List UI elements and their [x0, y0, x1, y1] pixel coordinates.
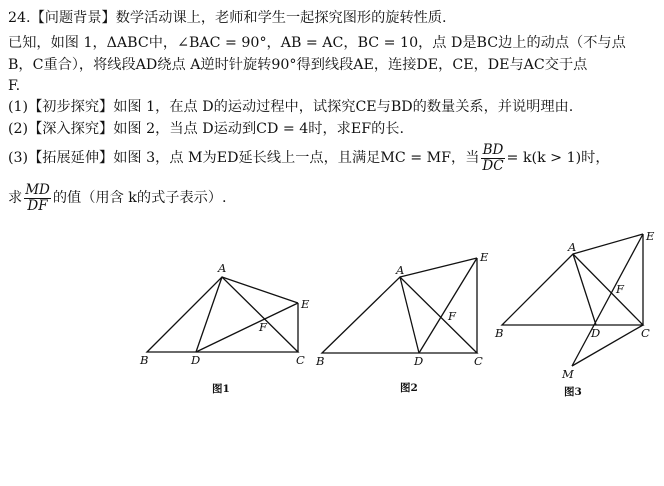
fig2-segment-ad [400, 277, 419, 353]
fig2-label-f: F [448, 309, 456, 323]
fraction-denominator: DF [27, 197, 48, 214]
given-line-3: F. [8, 78, 21, 94]
fig2-label-c: C [474, 354, 483, 368]
fig3-label-b: B [495, 326, 504, 340]
fig3-label-f: F [616, 282, 624, 296]
question-3-text: (3)【拓展延伸】如图 3，点 M为ED延长线上一点，且满足MC = MF，当 [8, 150, 480, 166]
fig2-label-a: A [396, 263, 405, 277]
fig3-label-c: C [641, 326, 650, 340]
fig1-label-f: F [259, 320, 267, 334]
question-1: (1)【初步探究】如图 1，在点 D的运动过程中，试探究CE与BD的数量关系，并说明理由. [8, 99, 574, 115]
fig1-caption: 图1 [212, 383, 230, 395]
question-2: (2)【深入探究】如图 2，当点 D运动到CD = 4时，求EF的长. [8, 121, 404, 137]
fig2-label-d: D [414, 354, 424, 368]
given-line-1: 已知，如图 1，ΔABC中，∠BAC = 90°，AB = AC，BC = 10，点 D是BC边上的动点（不与点 [8, 35, 626, 51]
question-3-ask-text: 的值（用含 k的式子表示）. [52, 190, 227, 206]
figure-1 [139, 261, 310, 395]
question-3-condition: = k(k > 1)时， [506, 150, 610, 166]
fig3-caption: 图3 [564, 386, 582, 398]
figure-3 [494, 229, 655, 398]
background-text: 数学活动课上，老师和学生一起探究图形的旋转性质. [115, 10, 447, 26]
figure-2 [315, 250, 489, 394]
fig2-caption: 图2 [400, 382, 418, 394]
fraction-denominator: DC [482, 157, 504, 174]
fig1-segment-ae [222, 277, 298, 303]
fig3-segment-ae [573, 234, 643, 254]
given-line-2: B，C重合），将线段AD绕点 A逆时针旋转90°得到线段AE，连接DE，CE，DE与AC交于点 [8, 57, 588, 73]
fig2-label-b: B [316, 354, 325, 368]
fig1-label-c: C [296, 353, 305, 367]
problem-number: 24. [8, 10, 31, 26]
fig2-segment-ae [400, 258, 477, 277]
fig1-label-e: E [301, 297, 310, 311]
fraction-numerator: MD [25, 181, 50, 198]
fig3-label-a: A [568, 240, 577, 254]
fig3-label-m: M [562, 367, 574, 381]
fig3-segment-ad [573, 254, 596, 325]
question-3-ask-prefix: 求 [8, 190, 23, 206]
fig2-label-e: E [480, 250, 489, 264]
fig2-segment-de [419, 258, 477, 353]
fig1-segment-de [196, 303, 298, 352]
background-tag: 【问题背景】 [30, 10, 116, 26]
fraction-numerator: BD [482, 141, 504, 158]
fig3-label-d: D [591, 326, 601, 340]
fig1-label-a: A [218, 261, 227, 275]
fig3-label-e: E [646, 229, 655, 243]
fig1-label-b: B [140, 353, 149, 367]
fig1-label-d: D [191, 353, 201, 367]
